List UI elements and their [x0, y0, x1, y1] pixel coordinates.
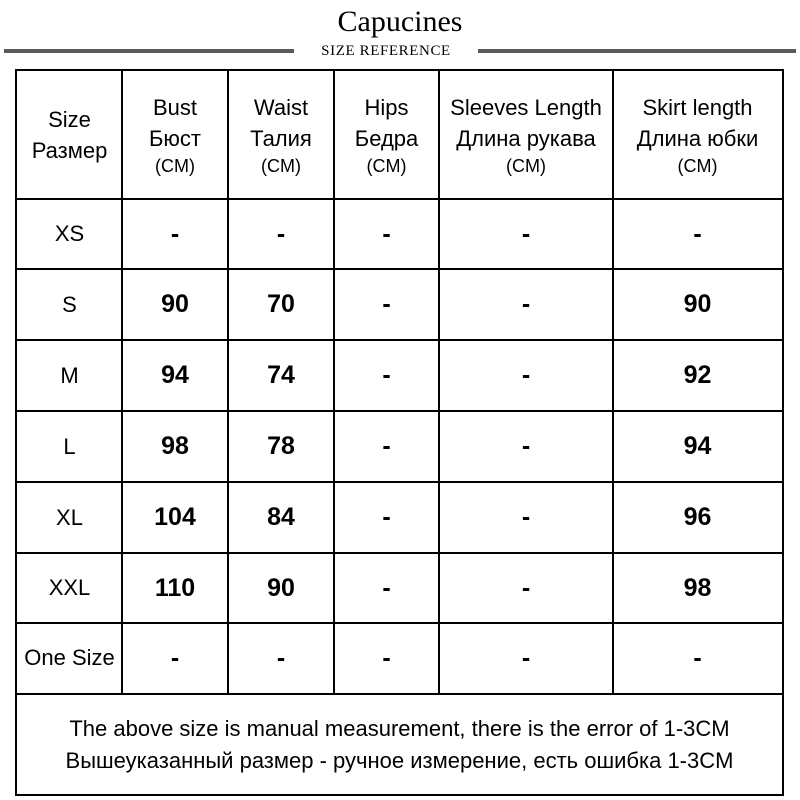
- header-hips-en: Hips: [364, 95, 409, 120]
- measurement-note: [15, 693, 784, 796]
- size-cell: XXL: [48, 575, 91, 600]
- size-cell: S: [62, 291, 77, 317]
- size-cell: XS: [54, 221, 85, 246]
- skirt-length-cell: 96: [683, 503, 712, 531]
- header-skirt-length-unit: (CM): [677, 156, 718, 176]
- bust-cell: 110: [154, 573, 196, 602]
- header-bust-unit: (CM): [155, 156, 195, 176]
- note-russian: Вышеуказанный размер - ручное измерение, есть ошибка 1-3CM: [65, 747, 734, 773]
- skirt-length-cell: -: [693, 643, 702, 672]
- sleeves-length-cell: -: [521, 643, 531, 672]
- sleeves-length-cell: -: [521, 361, 531, 389]
- header-sleeves-length-en: Sleeves Length: [450, 95, 602, 120]
- waist-cell: 78: [267, 432, 295, 460]
- size-cell: XL: [56, 504, 83, 530]
- note-english: The above size is manual measurement, there is the error of 1-3CM: [69, 715, 730, 741]
- header-bust-en: Bust: [152, 95, 198, 120]
- right-divider: [478, 49, 796, 53]
- header-size-ru: Размер: [31, 138, 108, 163]
- header-hips: [334, 71, 439, 199]
- header-waist: [228, 71, 334, 199]
- size-cell: M: [60, 362, 79, 388]
- sleeves-length-cell: -: [521, 503, 531, 531]
- size-chart-table: [15, 69, 784, 695]
- size-cell: One Size: [24, 645, 115, 670]
- bust-cell: 94: [161, 361, 189, 389]
- header-hips-unit: (CM): [366, 156, 407, 176]
- skirt-length-cell: 90: [683, 290, 712, 318]
- header-waist-unit: (CM): [261, 156, 301, 176]
- header-size: [17, 71, 122, 199]
- hips-cell: -: [382, 219, 391, 248]
- bust-cell: 90: [161, 290, 189, 318]
- subtitle-row: [0, 40, 800, 64]
- header-sleeves-length-ru: Длина рукава: [456, 126, 596, 151]
- sleeves-length-cell: -: [521, 573, 531, 602]
- waist-cell: 84: [267, 503, 295, 531]
- hips-cell: -: [382, 432, 391, 460]
- skirt-length-cell: 92: [683, 361, 712, 389]
- waist-cell: 90: [267, 573, 295, 602]
- header-hips-ru: Бедра: [354, 126, 419, 151]
- sleeves-length-cell: -: [521, 290, 531, 318]
- hips-cell: -: [382, 503, 391, 531]
- header-sleeves-length: [439, 71, 613, 199]
- waist-cell: 70: [267, 290, 295, 318]
- sleeves-length-cell: -: [521, 219, 531, 248]
- bust-cell: 104: [154, 503, 196, 531]
- waist-cell: -: [276, 643, 286, 672]
- waist-cell: -: [276, 219, 286, 248]
- header-waist-ru: Талия: [250, 126, 312, 151]
- header-skirt-length: [613, 71, 782, 199]
- header-sleeves-length-unit: (CM): [506, 156, 546, 176]
- left-divider: [4, 49, 294, 53]
- waist-cell: 74: [267, 361, 295, 389]
- bust-cell: -: [170, 643, 180, 672]
- hips-cell: -: [382, 290, 391, 318]
- header-skirt-length-en: Skirt length: [642, 95, 753, 120]
- bust-cell: -: [170, 219, 180, 248]
- sleeves-length-cell: -: [521, 432, 531, 460]
- size-reference-subtitle: SIZE REFERENCE: [321, 43, 451, 59]
- header-size-en: Size: [48, 107, 91, 132]
- bust-cell: 98: [161, 432, 189, 460]
- skirt-length-cell: 94: [683, 432, 712, 460]
- header-bust-ru: Бюст: [148, 126, 201, 151]
- header-waist-en: Waist: [253, 95, 309, 120]
- header-bust: [122, 71, 228, 199]
- size-cell: L: [63, 433, 76, 459]
- header-skirt-length-ru: Длина юбки: [636, 126, 759, 151]
- brand-title: Capucines: [337, 5, 463, 38]
- skirt-length-cell: -: [693, 219, 702, 248]
- hips-cell: -: [382, 643, 391, 672]
- skirt-length-cell: 98: [683, 573, 712, 602]
- hips-cell: -: [382, 573, 391, 602]
- hips-cell: -: [382, 361, 391, 389]
